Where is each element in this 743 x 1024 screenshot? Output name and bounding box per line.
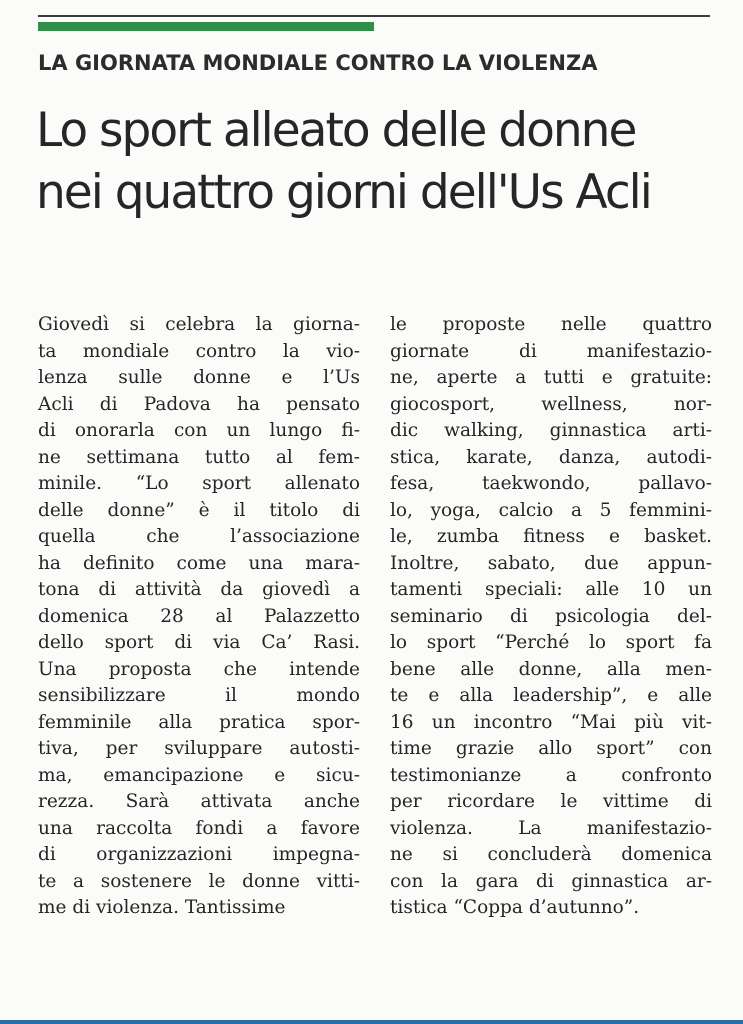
body-line: ne si concluderà domenica xyxy=(390,844,712,865)
body-line: delle donne” è il titolo di xyxy=(38,499,360,521)
body-line: una raccolta fondi a favore xyxy=(38,817,360,839)
body-line: bene alle donne, alla men- xyxy=(390,658,712,680)
body-line: le, zumba fitness e basket. xyxy=(390,526,712,547)
body-line: ta mondiale contro la vio- xyxy=(38,340,360,362)
body-line: lo, yoga, calcio a 5 femmini- xyxy=(390,499,712,521)
body-line: per ricordare le vittime di xyxy=(390,791,712,812)
body-line: Una proposta che intende xyxy=(38,658,360,680)
headline-line: nei quattro giorni dell'Us Acli xyxy=(36,165,651,220)
body-line: ne settimana tutto al fem- xyxy=(38,446,360,468)
body-line: dic walking, ginnastica arti- xyxy=(390,420,712,441)
body-column-right xyxy=(390,312,712,922)
body-line: giocosport, wellness, nor- xyxy=(390,393,712,415)
body-line: lenza sulle donne e l’Us xyxy=(38,367,360,388)
body-line: lo sport “Perché lo sport fa xyxy=(390,632,712,653)
body-line: fesa, taekwondo, pallavo- xyxy=(390,473,712,494)
body-line: ne, aperte a tutti e gratuite: xyxy=(390,367,712,388)
bottom-rule xyxy=(0,1020,743,1024)
body-line: tistica “Coppa d’autunno”. xyxy=(390,897,640,918)
body-line: di organizzazioni impegna- xyxy=(38,844,360,865)
body-line: seminario di psicologia del- xyxy=(390,605,712,627)
body-line: tona di attività da giovedì a xyxy=(38,579,360,600)
body-line: tiva, per sviluppare autosti- xyxy=(38,738,360,759)
body-line: tamenti speciali: alle 10 un xyxy=(390,579,712,600)
body-line: rezza. Sarà attivata anche xyxy=(38,791,360,812)
body-line: domenica 28 al Palazzetto xyxy=(38,605,360,627)
body-line: stica, karate, danza, autodi- xyxy=(390,446,712,468)
body-line: giornate di manifestazio- xyxy=(390,340,712,362)
body-line: quella che l’associazione xyxy=(38,526,360,547)
body-line: con la gara di ginnastica ar- xyxy=(390,870,712,892)
body-line: time grazie allo sport” con xyxy=(390,738,712,759)
body-line: ma, emancipazione e sicu- xyxy=(38,764,360,786)
body-line: sensibilizzare il mondo xyxy=(38,685,360,706)
accent-bar xyxy=(38,22,374,31)
body-line: Giovedì si celebra la giorna- xyxy=(38,314,360,335)
kicker: LA GIORNATA MONDIALE CONTRO LA VIOLENZA xyxy=(38,51,598,75)
body-line: Acli di Padova ha pensato xyxy=(38,393,360,415)
body-line: di onorarla con un lungo fi- xyxy=(38,420,360,441)
body-line: me di violenza. Tantissime xyxy=(38,897,286,918)
body-line: te a sostenere le donne vitti- xyxy=(38,870,360,892)
headline xyxy=(36,100,726,224)
body-line: te e alla leadership”, e alle xyxy=(390,685,712,706)
body-line: femminile alla pratica spor- xyxy=(38,711,360,733)
body-line: le proposte nelle quattro xyxy=(390,314,712,335)
body-line: ha definito come una mara- xyxy=(38,552,360,574)
body-line: Inoltre, sabato, due appun- xyxy=(390,552,712,574)
body-line: dello sport di via Ca’ Rasi. xyxy=(38,632,360,653)
top-rule xyxy=(38,15,710,17)
body-line: 16 un incontro “Mai più vit- xyxy=(390,711,712,733)
body-line: minile. “Lo sport allenato xyxy=(38,473,360,494)
body-line: violenza. La manifestazio- xyxy=(390,817,712,839)
body-column-left xyxy=(38,312,360,922)
body-line: testimonianze a confronto xyxy=(390,764,712,786)
headline-line: Lo sport alleato delle donne xyxy=(36,103,636,158)
